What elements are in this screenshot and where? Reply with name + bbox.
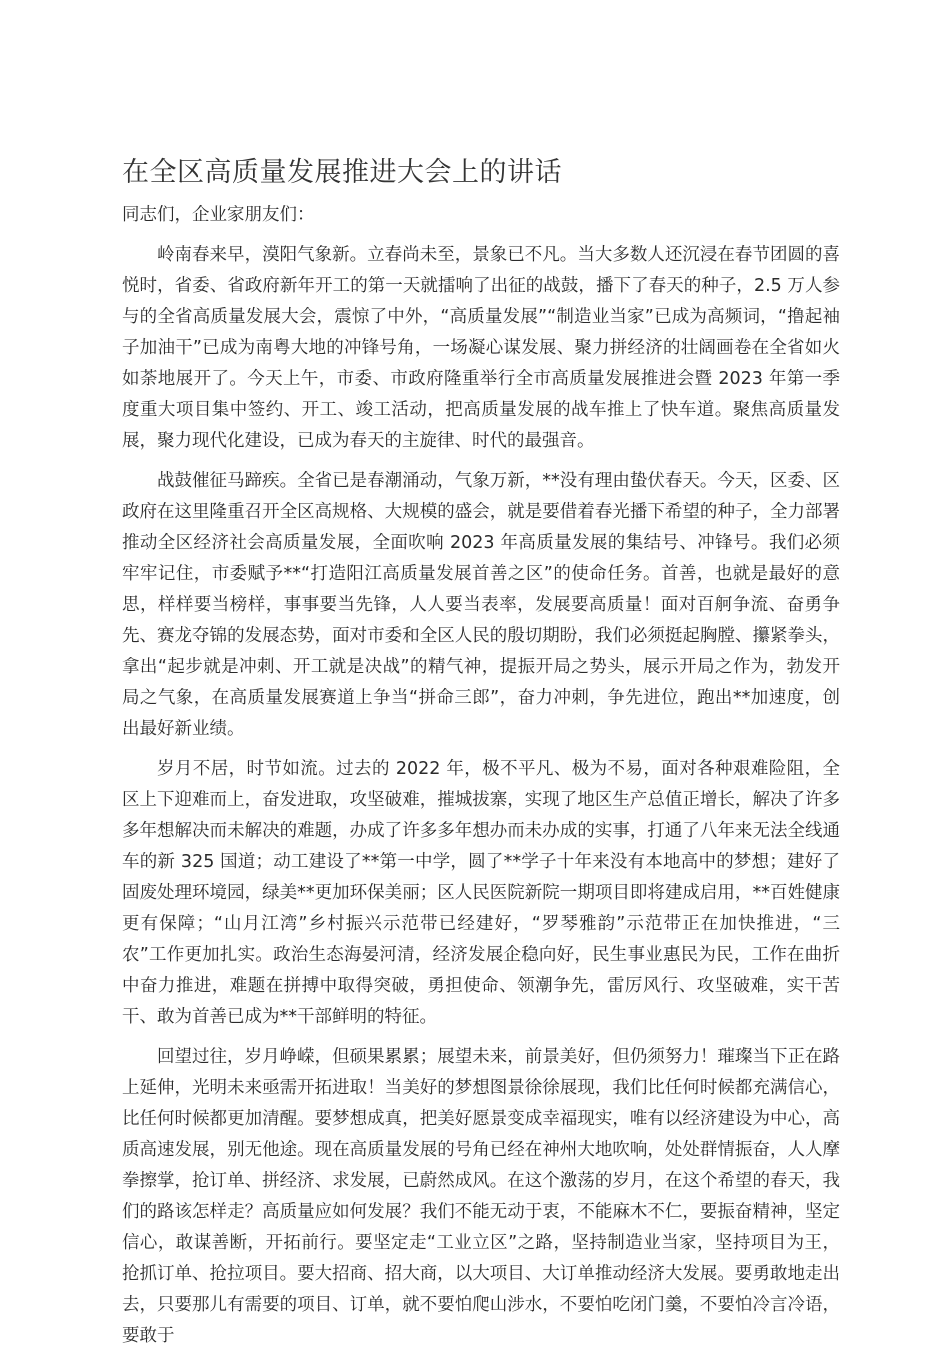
paragraph-1: 岭南春来早，漠阳气象新。立春尚未至，景象已不凡。当大多数人还沉浸在春节团圆的喜悦时，省委、省政府新年开工的第一天就擂响了出征的战鼓，播下了春天的种子，2.5 万人参与的全省高质量发展大会，震惊了中外，“高质量发展”“制造业当家”已成为高频词，“撸起袖子加油干”已成为南粤大地的冲锋号角，一场凝心谋发展、聚力拼经济的壮阔画卷在全省如火如荼地展开了。今天上午，市委、市政府隆重举行全市高质量发展推进会暨 2023 年第一季度重大项目集中签约、开工、竣工活动，把高质量发展的战车推上了快车道。聚焦高质量发展，聚力现代化建设，已成为春天的主旋律、时代的最强音。: [122, 245, 840, 451]
salutation: 同志们，企业家朋友们：: [122, 205, 315, 225]
paragraph-3: 岁月不居，时节如流。过去的 2022 年，极不平凡、极为不易，面对各种艰难险阻，全区上下迎难而上，奋发进取，攻坚破难，摧城拔寨，实现了地区生产总值正增长，解决了许多多年想解决而未解决的难题，办成了许多多年想办而未办成的实事，打通了八年来无法全线通车的新 325 国道；动工建设了**第一中学，圆了**学子十年来没有本地高中的梦想；建好了固废处理环境园，绿美**更加环保美丽；区人民医院新院一期项目即将建成启用，**百姓健康更有保障；“山月江湾”乡村振兴示范带已经建好，“罗琴雅韵”示范带正在加快推进，“三农”工作更加扎实。政治生态海晏河清，经济发展企稳向好，民生事业惠民为民，工作在曲折中奋力推进，难题在拼搏中取得突破，勇担使命、领潮争先，雷厉风行、攻坚破难，实干苦干、敢为首善已成为**干部鲜明的特征。: [122, 759, 840, 1027]
document-title: 在全区高质量发展推进大会上的讲话: [122, 157, 562, 188]
paragraph-2: 战鼓催征马蹄疾。全省已是春潮涌动，气象万新，**没有理由蛰伏春天。今天，区委、区政府在这里隆重召开全区高规格、大规模的盛会，就是要借着春光播下希望的种子，全力部署推动全区经济社会高质量发展，全面吹响 2023 年高质量发展的集结号、冲锋号。我们必须牢牢记住，市委赋予**“打造阳江高质量发展首善之区”的使命任务。首善，也就是最好的意思，样样要当榜样，事事要当先锋，人人要当表率，发展要高质量！面对百舸争流、奋勇争先、赛龙夺锦的发展态势，面对市委和全区人民的殷切期盼，我们必须挺起胸膛、攥紧拳头，拿出“起步就是冲刺、开工就是决战”的精气神，提振开局之势头，展示开局之作为，勃发开局之气象，在高质量发展赛道上争当“拼命三郎”，奋力冲刺，争先进位，跑出**加速度，创出最好新业绩。: [122, 471, 840, 739]
document-page: [122, 148, 840, 1361]
paragraph-4: 回望过往，岁月峥嵘，但硕果累累；展望未来，前景美好，但仍须努力！璀璨当下正在路上延伸，光明未来亟需开拓进取！当美好的梦想图景徐徐展现，我们比任何时候都充满信心，比任何时候都更加清醒。要梦想成真，把美好愿景变成幸福现实，唯有以经济建设为中心，高质高速发展，别无他途。现在高质量发展的号角已经在神州大地吹响，处处群情振奋，人人摩拳擦掌，抢订单、拼经济、求发展，已蔚然成风。在这个激荡的岁月，在这个希望的春天，我们的路该怎样走？高质量应如何发展？我们不能无动于衷，不能麻木不仁，要振奋精神，坚定信心，敢谋善断，开拓前行。要坚定走“工业立区”之路，坚持制造业当家，坚持项目为王，抢抓订单、抢拉项目。要大招商、招大商，以大项目、大订单推动经济大发展。要勇敢地走出去，只要那儿有需要的项目、订单，就不要怕爬山涉水，不要怕吃闭门羹，不要怕冷言冷语，要敢于: [122, 1047, 840, 1346]
